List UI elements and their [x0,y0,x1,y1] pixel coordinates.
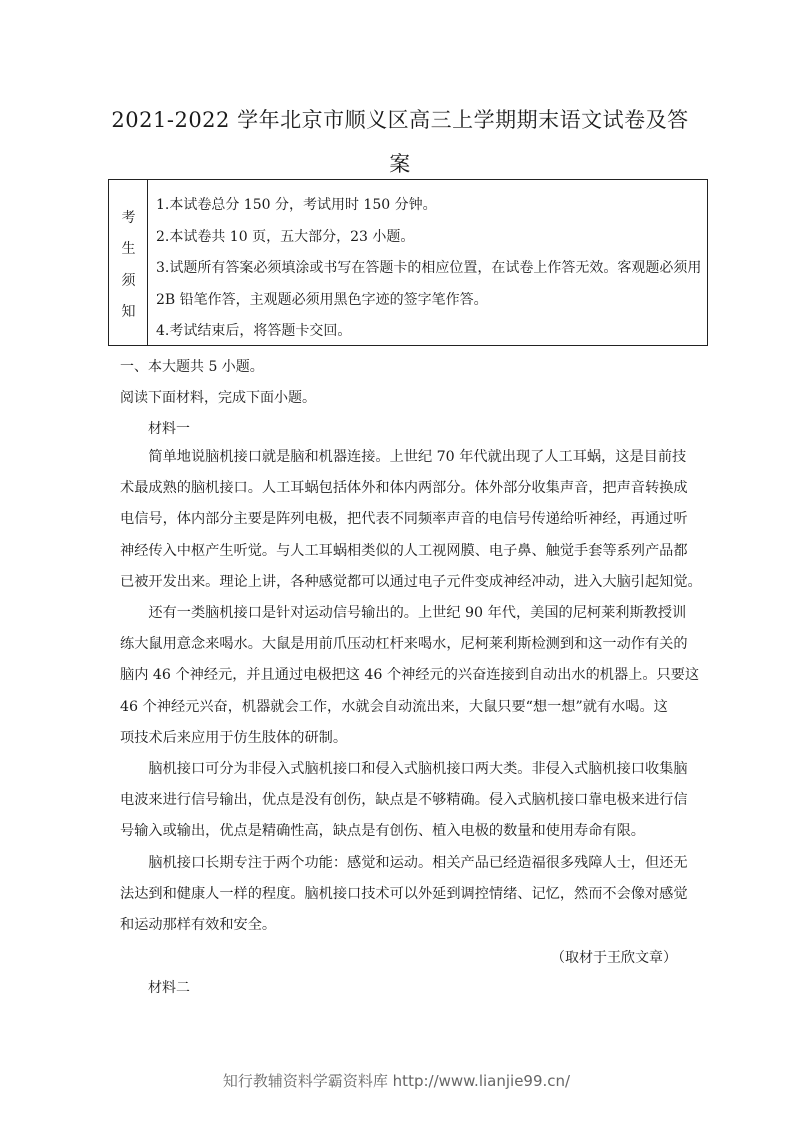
paragraph-4 [120,848,688,942]
paragraph-line: 神经传入中枢产生听觉。与人工耳蜗相类似的人工视网膜、电子鼻、触觉手套等系列产品都 [120,542,688,559]
notice-item: 2.本试卷共 10 页，五大部分，23 小题。 [156,228,415,245]
paragraph-line: 项技术后来应用于仿生肢体的研制。 [120,729,348,746]
material-1-label: 材料一 [148,421,190,437]
material-2-label: 材料二 [148,980,190,996]
source-note: （取材于王欣文章） [551,950,677,966]
notice-item: 3.试题所有答案必须填涂或书写在答题卡的相应位置，在试卷上作答无效。客观题必须用 [156,260,702,276]
paragraph-2 [120,598,700,754]
paragraph-line: 脑内 46 个神经元，并且通过电极把这 46 个神经元的兴奋连接到自动出水的机器上。只要这 [120,667,700,684]
paragraph-3 [120,754,688,848]
paragraph-1 [120,442,702,598]
paragraph-line: 简单地说脑机接口就是脑和机器连接。上世纪 70 年代就出现了人工耳蜗，这是目前技 [120,449,687,465]
notice-item: 1.本试卷总分 150 分，考试用时 150 分钟。 [156,197,437,213]
paragraph-line: 已被开发出来。理论上讲，各种感觉都可以通过电子元件变成神经冲动，进入大脑引起知觉。 [120,573,702,590]
notice-header-char: 生 [121,241,136,257]
paragraph-line: 脑机接口长期专注于两个功能：感觉和运动。相关产品已经造福很多残障人士，但还无 [120,855,688,871]
notice-header-char: 考 [121,210,136,226]
exam-notice-box [108,179,708,346]
paragraph-line: 号输入或输出，优点是精确性高，缺点是有创伤、植入电极的数量和使用寿命有限。 [120,823,645,840]
notice-header-char: 须 [121,273,136,289]
notice-header [109,180,148,345]
reading-instruction: 阅读下面材料，完成下面小题。 [120,390,316,406]
title-line-1: 2021-2022 学年北京市顺义区高三上学期期末语文试卷及答 [111,108,689,132]
paragraph-line: 电波来进行信号输出，优点是没有创伤，缺点是不够精确。侵入式脑机接口靠电极来进行信 [120,792,688,809]
paragraph-line: 练大鼠用意念来喝水。大鼠是用前爪压动杠杆来喝水，尼柯莱利斯检测到和这一动作有关的 [120,636,688,653]
notice-body [156,190,708,348]
title-line-2: 案 [389,152,411,176]
notice-header-char: 知 [121,304,136,320]
paragraph-line: 脑机接口可分为非侵入式脑机接口和侵入式脑机接口两大类。非侵入式脑机接口收集脑 [120,761,688,777]
notice-item: 4.考试结束后，将答题卡交回。 [156,323,352,339]
paragraph-line: 还有一类脑机接口是针对运动信号输出的。上世纪 90 年代，美国的尼柯莱利斯教授训 [120,605,687,621]
paragraph-line: 术最成熟的脑机接口。人工耳蜗包括体外和体内两部分。体外部分收集声音，把声音转换成 [120,480,688,497]
section-heading: 一、本大题共 5 小题。 [120,359,264,375]
notice-item: 2B 铅笔作答，主观题必须用黑色字迹的签字笔作答。 [156,291,488,308]
paragraph-line: 46 个神经元兴奋，机器就会工作，水就会自动流出来，大鼠只要“想一想”就有水喝。这 [120,698,668,715]
document-title [100,98,700,186]
paragraph-line: 电信号，体内部分主要是阵列电极，把代表不同频率声音的电信号传递给听神经，再通过听 [120,511,688,528]
paragraph-line: 和运动那样有效和安全。 [120,917,277,934]
page-footer: 知行教辅资料学霸资料库 http://www.lianjie99.cn/ [222,1072,571,1090]
paragraph-line: 法达到和健康人一样的程度。脑机接口技术可以外延到调控情绪、记忆，然而不会像对感觉 [120,886,688,903]
